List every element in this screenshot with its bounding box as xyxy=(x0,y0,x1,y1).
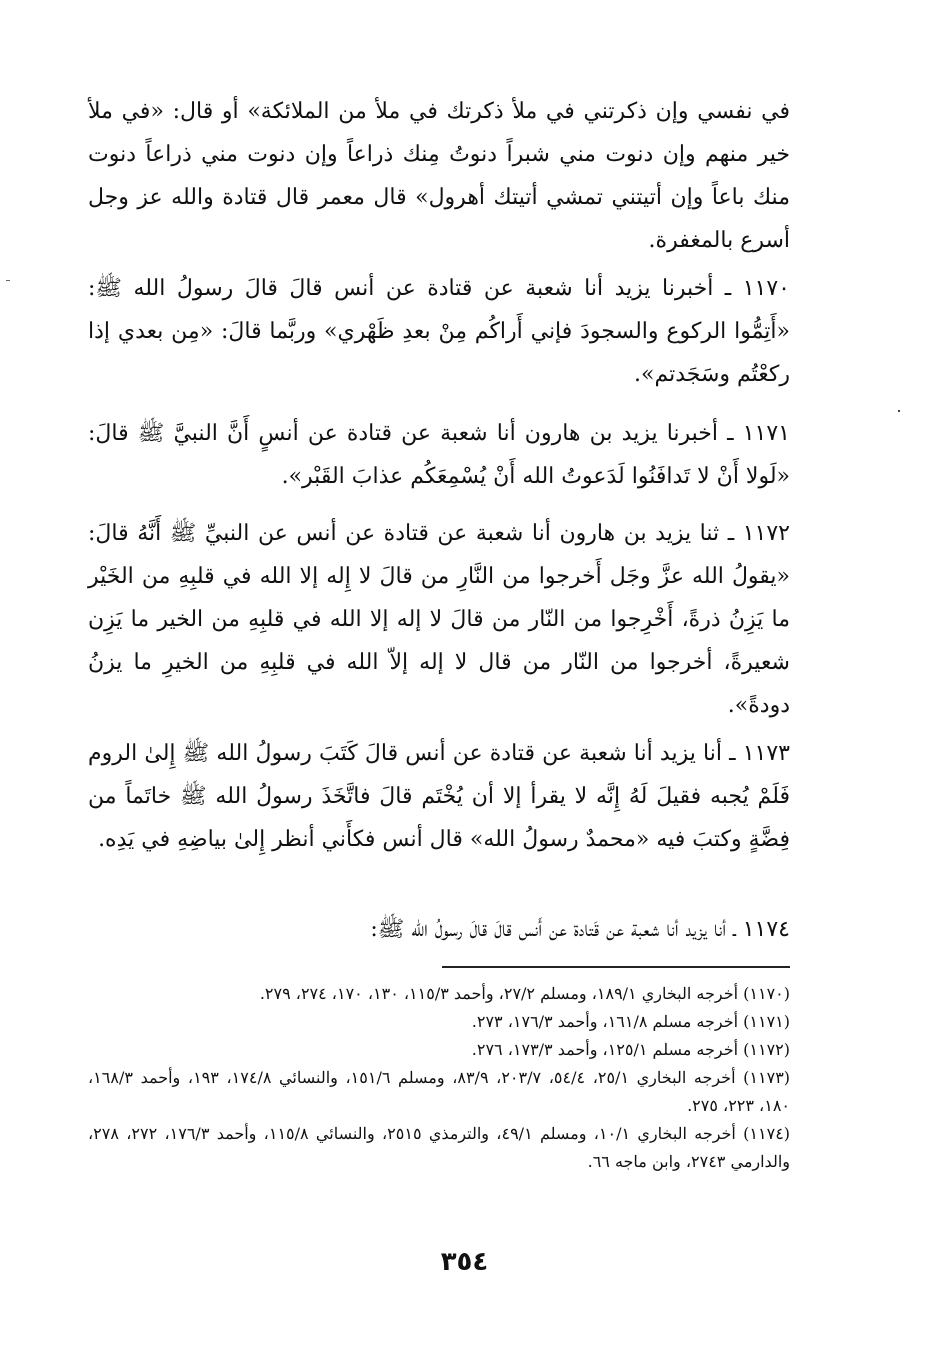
hadith-1174: ١١٧٤ ـ أنا يزيد أنا شعبة عن قَتادة عن أَنس قالَ قالَ رسولُ الله ﷺ: xyxy=(370,917,790,942)
footnote-1174: (١١٧٤) أخرجه البخاري ١٠/١، ومسلم ٤٩/١، والترمذي ٢٥١٥، والنسائي ١١٥/٨، وأحمد ١٧٦/٣، ٢٧٢، ٢٧٨، والدارمي ٢٧٤٣، وابن ماجه ٦٦. xyxy=(88,1124,791,1171)
footnote-divider xyxy=(442,966,790,968)
hadith-1170: ١١٧٠ ـ أخبرنا يزيد أنا شعبة عن قتادة عن أنس قالَ قالَ رسولُ الله ﷺ: «أَتِمُّوا الركوع والسجودَ فإني أَراكُم مِنْ بعدِ ظَهْري» وربَّما قالَ: «مِن بعدي إذا ركعْتُم وسَجَدتم». xyxy=(88,276,790,387)
hadith-1172: ١١٧٢ ـ ثنا يزيد بن هارون أنا شعبة عن قتادة عن أنس عن النبيِّ ﷺ أَنَّهُ قالَ: «يقولُ الله عزَّ وجَل أَخرجوا من النَّارِ من قالَ لا إِله إلا الله في قلبِهِ من الخَيْر ما يَزِنُ ذرةً، أَخْرِجوا من النّار من قالَ لا إله إلا الله في قلبِهِ من الخير ما يَزِن شعيرةً، أخرجوا من النّار من قال لا إله إلاّ الله في قلبِهِ من الخيرِ ما يزنُ دودةً». xyxy=(88,521,790,718)
paragraph-intro-continuation: في نفسي وإن ذكرتني في ملأ ذكرتك في ملأ من الملائكة» أو قال: «في ملأ خير منهم وإن دنوت مني شبراً دنوتُ مِنك ذراعاً وإن دنوت مني ذراعاً دنوت منك باعاً وإن أتيتني تمشي أتيتك أهرول» قال معمر قال قتادة والله عز وجل أسرع بالمغفرة. xyxy=(88,99,790,253)
hadith-1171: ١١٧١ ـ أخبرنا يزيد بن هارون أنا شعبة عن قتادة عن أنسٍ أَنَّ النبيَّ ﷺ قالَ: «لَولا أَنْ لا تَدافَنُوا لَدَعوتُ الله أَنْ يُسْمِعَكُم عذابَ القَبْر». xyxy=(88,421,790,489)
footnotes xyxy=(88,980,790,1176)
footnote-1171: (١١٧١) أخرجه مسلم ١٦١/٨، وأحمد ١٧٦/٣، ٢٧٣. xyxy=(471,1012,790,1031)
scan-speck xyxy=(898,410,900,412)
footnote-1172: (١١٧٢) أخرجه مسلم ١٢٥/١، وأحمد ١٧٣/٣، ٢٧٦. xyxy=(471,1040,790,1059)
footnote-1170: (١١٧٠) أخرجه البخاري ١٨٩/١، ومسلم ٢٧/٢، وأحمد ١١٥/٣، ١٣٠، ١٧٠، ٢٧٤، ٢٧٩. xyxy=(259,984,790,1003)
scan-speck-left xyxy=(6,280,10,281)
hadith-1173: ١١٧٣ ـ أنا يزيد أنا شعبة عن قتادة عن أنس قالَ كَتَبَ رسولُ الله ﷺ إِلىٰ الروم فَلَمْ يُجبه فقيلَ لَهُ إِنَّه لا يقرأ إلا أن يُخْتَم قالَ فاتَّخَذَ رسولُ الله ﷺ خاتَماً من فِضَّةٍ وكتبَ فيه «محمدٌ رسولُ الله» قال أنس فكأَني أنظر إِلىٰ بياضِهِ في يَدِه. xyxy=(88,741,790,852)
page-number: ٣٥٤ xyxy=(440,1247,489,1277)
footnote-1173: (١١٧٣) أخرجه البخاري ٢٥/١، ٥٤/٤، ٢٠٣/٧، ٨٣/٩، ومسلم ١٥١/٦، والنسائي ١٧٤/٨، ١٩٣، وأحمد ١٦٨/٣، ١٨٠، ٢٢٣، ٢٧٥. xyxy=(88,1068,791,1115)
